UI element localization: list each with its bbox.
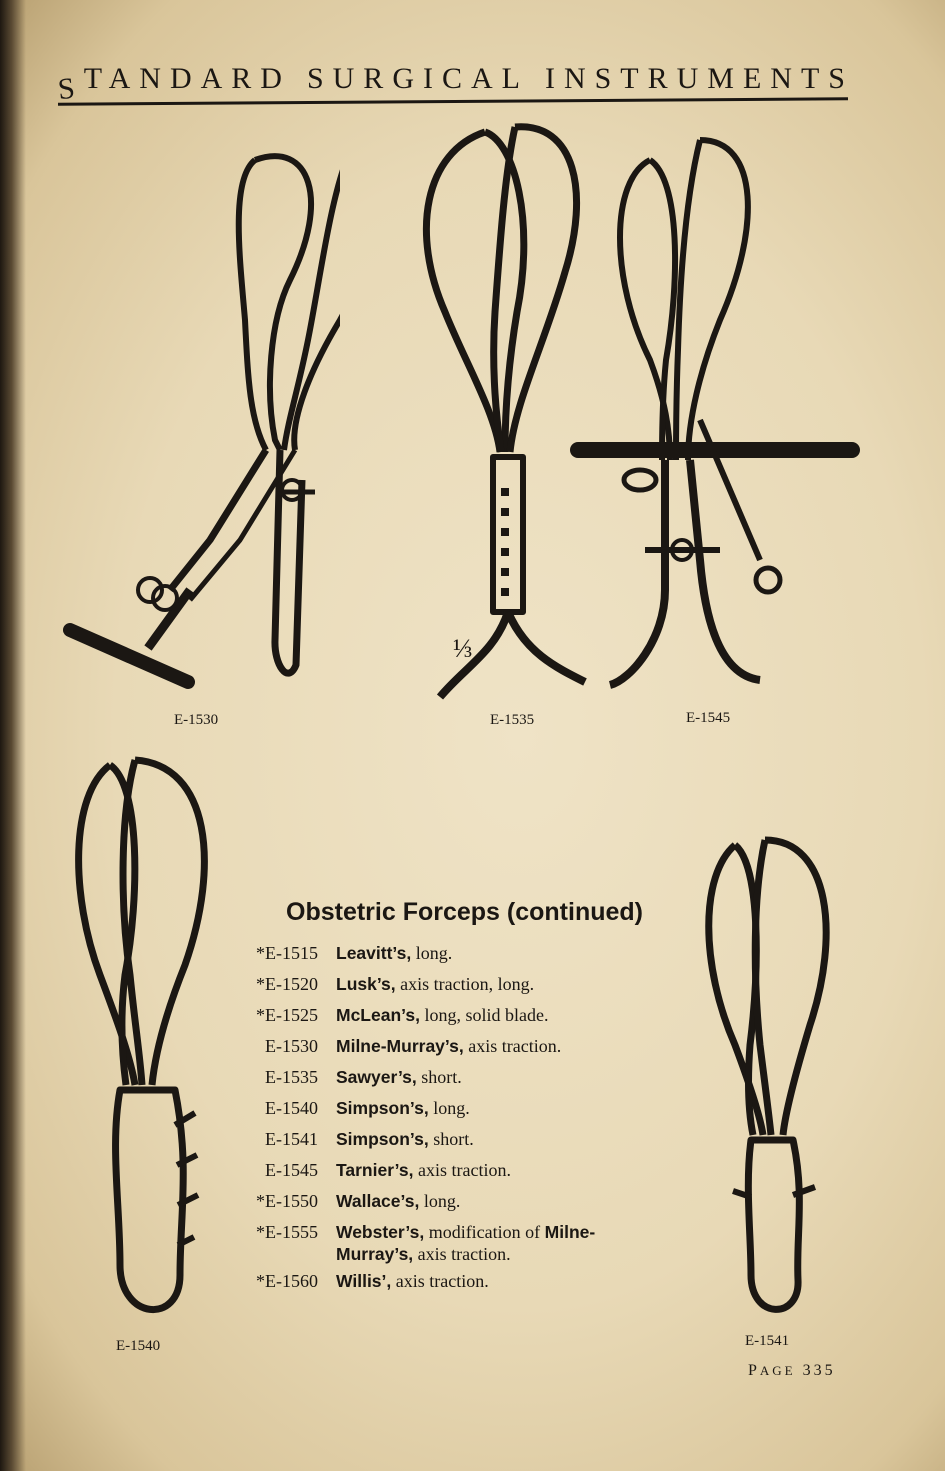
header-rule [58, 97, 848, 106]
header-initial: S [56, 70, 86, 107]
item-code: E-1530 [265, 1036, 318, 1056]
item-detail: long. [428, 1098, 470, 1118]
item-code: *E-1515 [256, 943, 318, 963]
page-number [748, 1362, 836, 1380]
item-name: Webster’s, [336, 1222, 425, 1242]
item-code: *E-1520 [256, 974, 318, 994]
item-detail: axis traction. [391, 1271, 489, 1291]
item-description [336, 1159, 670, 1181]
list-item [240, 1270, 670, 1301]
book-spine-shadow [0, 0, 26, 1471]
figure-label-e1545: E-1545 [686, 710, 731, 726]
item-name: Simpson’s, [336, 1129, 429, 1149]
forceps-e1540-illustration [60, 745, 230, 1340]
list-item [240, 973, 670, 1004]
list-item [240, 1035, 670, 1066]
scale-note: ⅓ [453, 634, 473, 663]
figure-label-e1541: E-1541 [745, 1333, 790, 1349]
list-item [240, 1159, 670, 1190]
item-detail: long. [419, 1191, 461, 1211]
item-detail: long. [411, 943, 453, 963]
item-name-secondary: Milne-Murray’s, [336, 1222, 596, 1264]
item-code: *E-1550 [256, 1191, 318, 1211]
page-word-rest: AGE [759, 1363, 796, 1378]
figure-label-e1530: E-1530 [174, 712, 219, 728]
forceps-e1545-illustration [570, 120, 870, 700]
page-header [56, 62, 854, 107]
item-code: E-1535 [265, 1067, 318, 1087]
item-code: E-1540 [265, 1098, 318, 1118]
item-description [336, 1097, 670, 1119]
item-code: *E-1555 [256, 1222, 318, 1242]
item-detail: axis traction. [463, 1036, 562, 1056]
item-description [336, 1066, 670, 1088]
item-detail: modification of [424, 1222, 545, 1242]
item-description [336, 1035, 670, 1057]
list-item [240, 1128, 670, 1159]
list-item [240, 1097, 670, 1128]
list-item [240, 1066, 670, 1097]
item-code: E-1541 [265, 1129, 318, 1149]
item-detail: short. [416, 1067, 462, 1087]
header-word-standard: TANDARD [83, 62, 291, 95]
item-description [336, 1270, 670, 1292]
item-code: *E-1525 [256, 1005, 318, 1025]
item-description [336, 1190, 670, 1212]
list-item [240, 1004, 670, 1035]
item-name: Tarnier’s, [336, 1160, 414, 1180]
figure-label-e1535: E-1535 [490, 712, 535, 728]
header-word-instruments: INSTRUMENTS [544, 62, 854, 95]
item-name: Willis’, [336, 1271, 392, 1291]
page-number-value: 335 [802, 1362, 836, 1379]
item-name: Simpson’s, [336, 1098, 429, 1118]
list-item [240, 1221, 670, 1270]
figure-label-e1540: E-1540 [116, 1338, 161, 1354]
item-code: *E-1560 [256, 1271, 318, 1291]
item-name: Leavitt’s, [336, 943, 412, 963]
item-description [336, 942, 670, 964]
item-detail: short. [428, 1129, 474, 1149]
forceps-e1541-illustration [695, 825, 860, 1330]
item-description [336, 1221, 670, 1265]
item-detail: axis traction. [413, 1160, 511, 1180]
item-detail: axis traction, long. [395, 974, 535, 994]
forceps-list [240, 942, 670, 1301]
header-word-surgical: SURGICAL [306, 62, 529, 95]
item-detail: long, solid blade. [419, 1005, 549, 1025]
page-word-initial: P [748, 1362, 760, 1379]
item-code: E-1545 [265, 1160, 318, 1180]
item-description [336, 1128, 670, 1150]
list-item [240, 1190, 670, 1221]
forceps-e1530-illustration [40, 120, 340, 700]
section-title: Obstetric Forceps (continued) [286, 898, 643, 926]
item-name: McLean’s, [336, 1005, 420, 1025]
item-name: Lusk’s, [336, 974, 396, 994]
list-item [240, 942, 670, 973]
item-detail-secondary: axis traction. [413, 1244, 511, 1264]
item-name: Sawyer’s, [336, 1067, 417, 1087]
item-description [336, 973, 670, 995]
item-name: Wallace’s, [336, 1191, 420, 1211]
item-description [336, 1004, 670, 1026]
item-name: Milne-Murray’s, [336, 1036, 464, 1056]
